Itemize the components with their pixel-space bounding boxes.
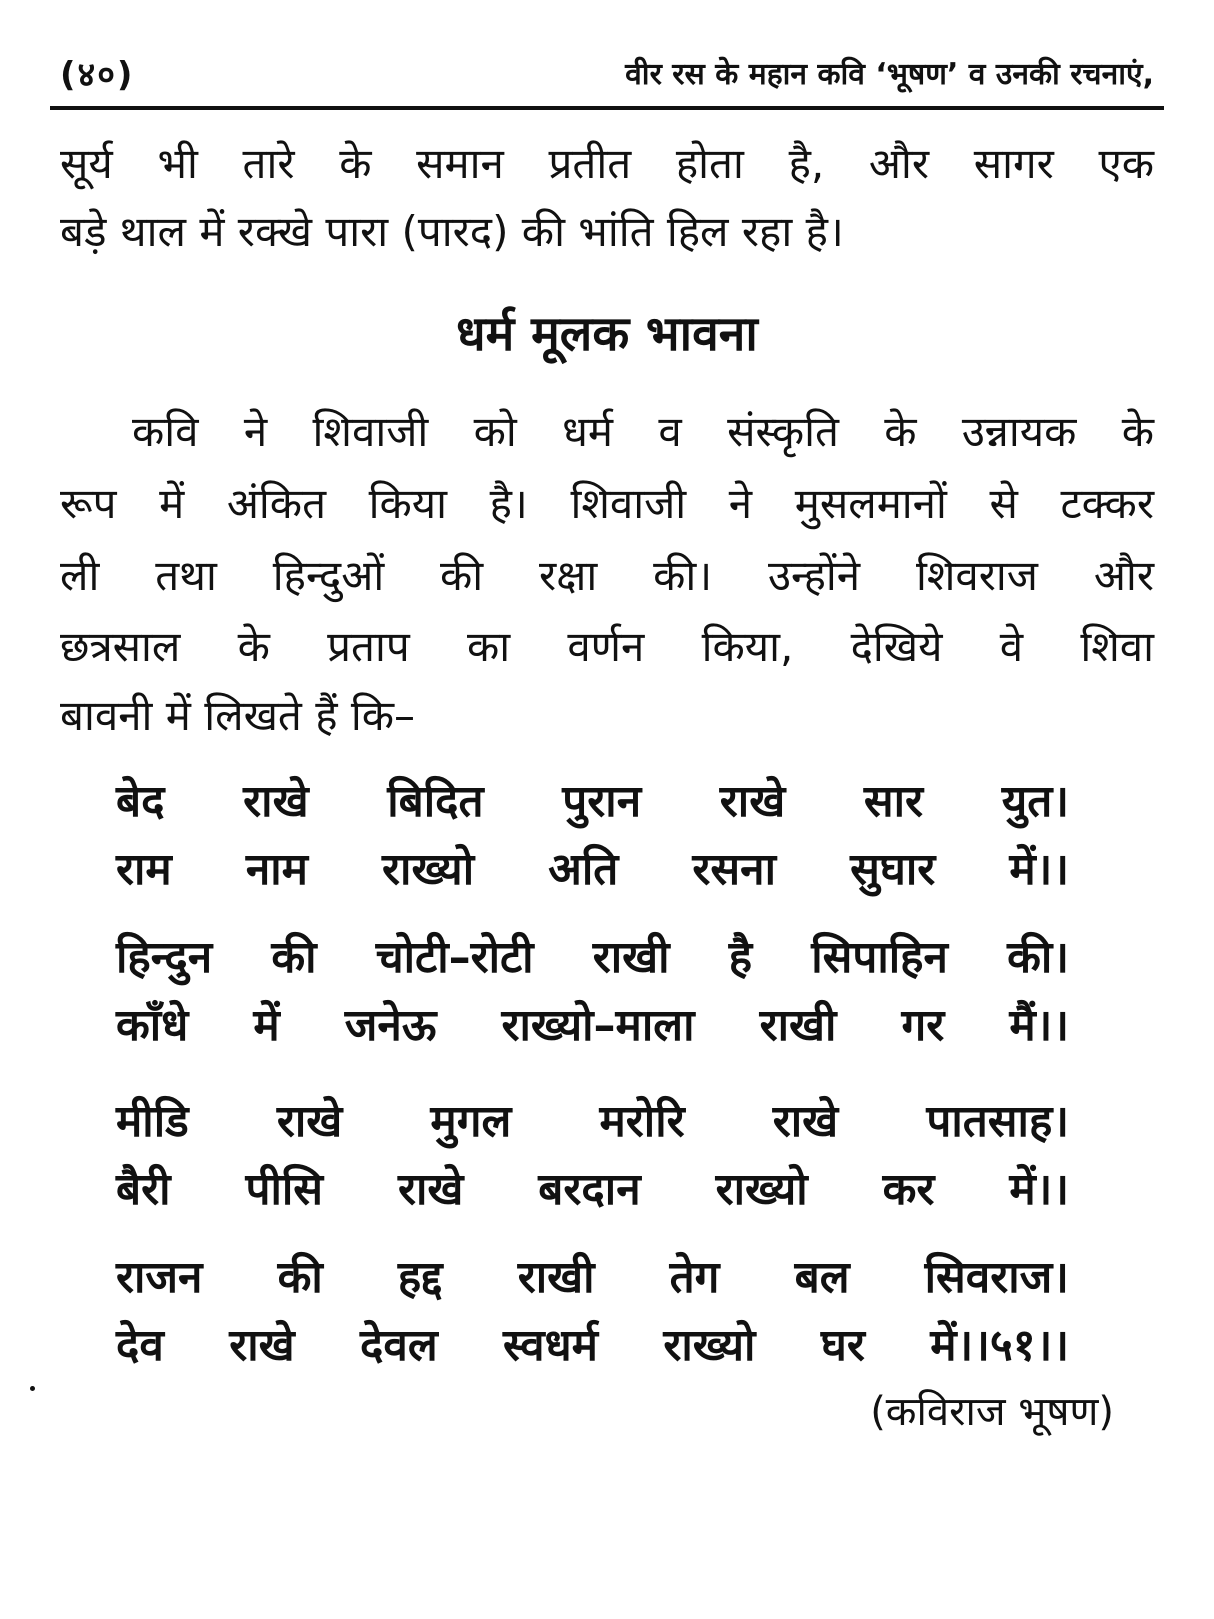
paragraph-line: बावनी में लिखते हैं कि– [60,691,416,740]
running-title: वीर रस के महान कवि ‘भूषण’ व उनकी रचनाएं, [625,57,1154,92]
page-number: (४०) [60,55,135,95]
poem-line: राजन की हद्द राखी तेग बल सिवराज। [116,1252,1069,1303]
continued-paragraph-line: बड़े थाल में रक्खे पारा (पारद) की भांति हिल रहा है। [60,207,844,256]
poem-line: राम नाम राख्यो अति रसना सुघार में।। [116,844,1069,895]
poem-line: हिन्दुन की चोटी–रोटी राखी है सिपाहिन की। [116,932,1069,983]
paragraph-line: रूप में अंकित किया है। शिवाजी ने मुसलमानों से टक्कर [60,479,1154,528]
paragraph-line: कवि ने शिवाजी को धर्म व संस्कृति के उन्नायक के [132,407,1154,456]
print-speck [30,1386,35,1391]
poem-line: देव राखे देवल स्वधर्म राख्यो घर में।।५१।। [116,1320,1069,1371]
poem-line: बेद राखे बिदित पुरान राखे सार युत। [116,776,1069,827]
continued-paragraph-line: सूर्य भी तारे के समान प्रतीत होता है, और सागर एक [60,139,1154,188]
running-header [60,50,1154,110]
poem-line: काँधे में जनेऊ राख्यो–माला राखी गर मैं।। [116,1000,1069,1051]
paragraph-line: ली तथा हिन्दुओं की रक्षा की। उन्होंने शिवराज और [60,551,1154,600]
section-heading: धर्म मूलक भावना [456,306,758,362]
poem-line: मीडि राखे मुगल मरोरि राखे पातसाह। [116,1096,1069,1147]
attribution: (कविराज भूषण) [870,1389,1114,1435]
poem-line: बैरी पीसि राखे बरदान राख्यो कर में।। [116,1164,1069,1215]
header-rule [50,106,1164,110]
paragraph-line: छत्रसाल के प्रताप का वर्णन किया, देखिये वे शिवा [60,622,1154,671]
